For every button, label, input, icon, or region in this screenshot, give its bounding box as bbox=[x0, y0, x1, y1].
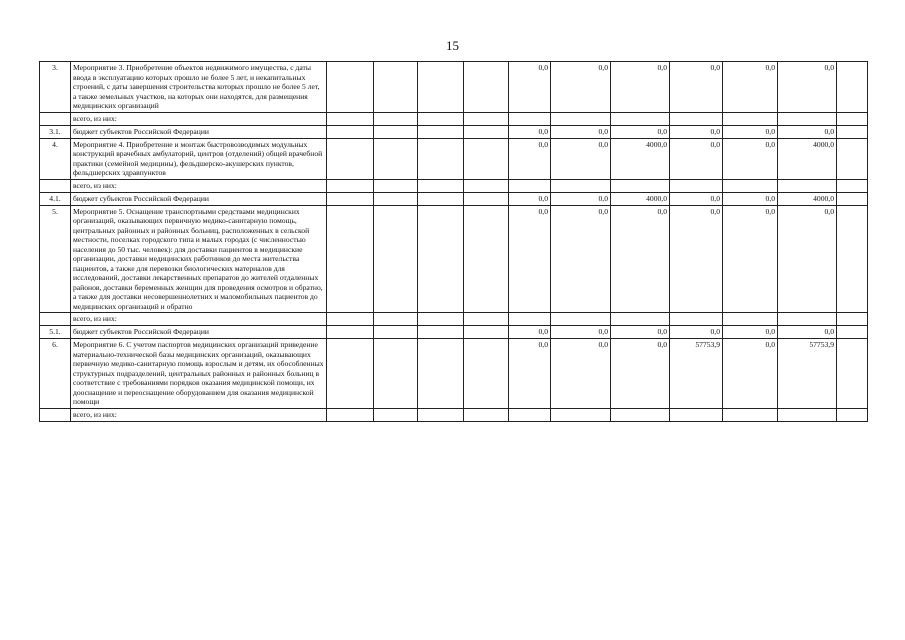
row-description-cell: бюджет субъектов Российской Федерации bbox=[71, 125, 327, 138]
value-cell: 0,0 bbox=[778, 326, 837, 339]
empty-cell bbox=[374, 179, 418, 192]
row-description-cell: Мероприятие 4. Приобретение и монтаж быстровозводимых модульных конструкций врачебных амбулаторий, центров (отделений) общей врачебной практики (семейной медицины), фельдшерско-акушерских пунктов, фельдшерских здравпунктов bbox=[71, 138, 327, 179]
value-cell: 0,0 bbox=[670, 125, 723, 138]
empty-cell bbox=[837, 179, 868, 192]
value-cell bbox=[551, 112, 611, 125]
value-cell: 0,0 bbox=[551, 339, 611, 409]
row-number-cell bbox=[40, 179, 71, 192]
page-number: 15 bbox=[446, 38, 459, 53]
value-cell: 0,0 bbox=[509, 138, 551, 179]
empty-cell bbox=[418, 179, 464, 192]
table-row bbox=[40, 313, 868, 326]
value-cell bbox=[509, 179, 551, 192]
empty-cell bbox=[418, 192, 464, 205]
value-cell: 0,0 bbox=[670, 205, 723, 313]
value-cell bbox=[778, 112, 837, 125]
row-description-cell: бюджет субъектов Российской Федерации bbox=[71, 326, 327, 339]
value-cell: 4000,0 bbox=[778, 138, 837, 179]
empty-cell bbox=[327, 205, 374, 313]
empty-cell bbox=[327, 112, 374, 125]
value-cell bbox=[778, 408, 837, 421]
value-cell: 0,0 bbox=[723, 205, 778, 313]
value-cell: 0,0 bbox=[778, 62, 837, 113]
empty-cell bbox=[374, 125, 418, 138]
empty-cell bbox=[837, 326, 868, 339]
value-cell: 0,0 bbox=[670, 138, 723, 179]
row-number-cell bbox=[40, 313, 71, 326]
empty-cell bbox=[464, 205, 509, 313]
value-cell: 4000,0 bbox=[611, 192, 670, 205]
empty-cell bbox=[327, 179, 374, 192]
row-number-cell: 3.1. bbox=[40, 125, 71, 138]
empty-cell bbox=[418, 125, 464, 138]
value-cell bbox=[723, 408, 778, 421]
empty-cell bbox=[374, 138, 418, 179]
row-description-cell: всего, из них: bbox=[71, 313, 327, 326]
value-cell bbox=[551, 408, 611, 421]
value-cell bbox=[723, 112, 778, 125]
empty-cell bbox=[464, 62, 509, 113]
value-cell: 0,0 bbox=[551, 205, 611, 313]
value-cell: 0,0 bbox=[723, 326, 778, 339]
table-row bbox=[40, 125, 868, 138]
value-cell: 0,0 bbox=[723, 138, 778, 179]
value-cell bbox=[551, 179, 611, 192]
empty-cell bbox=[464, 339, 509, 409]
empty-cell bbox=[327, 326, 374, 339]
value-cell bbox=[611, 112, 670, 125]
empty-cell bbox=[464, 192, 509, 205]
empty-cell bbox=[837, 205, 868, 313]
empty-cell bbox=[374, 205, 418, 313]
empty-cell bbox=[418, 205, 464, 313]
value-cell: 0,0 bbox=[509, 125, 551, 138]
value-cell bbox=[723, 179, 778, 192]
empty-cell bbox=[327, 62, 374, 113]
empty-cell bbox=[327, 192, 374, 205]
empty-cell bbox=[327, 138, 374, 179]
row-number-cell: 3. bbox=[40, 62, 71, 113]
value-cell: 4000,0 bbox=[778, 192, 837, 205]
empty-cell bbox=[464, 125, 509, 138]
value-cell bbox=[509, 408, 551, 421]
value-cell bbox=[778, 313, 837, 326]
empty-cell bbox=[837, 408, 868, 421]
table-row bbox=[40, 112, 868, 125]
value-cell: 0,0 bbox=[509, 205, 551, 313]
empty-cell bbox=[327, 408, 374, 421]
value-cell: 0,0 bbox=[723, 339, 778, 409]
table-row bbox=[40, 339, 868, 409]
empty-cell bbox=[464, 179, 509, 192]
value-cell: 0,0 bbox=[509, 326, 551, 339]
table-row bbox=[40, 179, 868, 192]
value-cell bbox=[670, 313, 723, 326]
empty-cell bbox=[837, 125, 868, 138]
table-row bbox=[40, 138, 868, 179]
empty-cell bbox=[418, 339, 464, 409]
empty-cell bbox=[418, 313, 464, 326]
value-cell: 57753,9 bbox=[670, 339, 723, 409]
value-cell: 0,0 bbox=[723, 62, 778, 113]
value-cell: 57753,9 bbox=[778, 339, 837, 409]
value-cell bbox=[509, 112, 551, 125]
value-cell: 0,0 bbox=[551, 138, 611, 179]
value-cell: 0,0 bbox=[509, 339, 551, 409]
value-cell: 4000,0 bbox=[611, 138, 670, 179]
empty-cell bbox=[327, 313, 374, 326]
value-cell: 0,0 bbox=[723, 125, 778, 138]
empty-cell bbox=[464, 408, 509, 421]
row-description-cell: всего, из них: bbox=[71, 408, 327, 421]
table-row bbox=[40, 205, 868, 313]
value-cell: 0,0 bbox=[509, 192, 551, 205]
budget-table bbox=[39, 61, 868, 422]
empty-cell bbox=[837, 313, 868, 326]
row-description-cell: Мероприятие 6. С учетом паспортов медицинских организаций приведение материально-технической базы медицинских организаций, оказывающих первичную медико-санитарную помощь взрослым и детям, их обособленных структурных подразделений, центральных районных и районных больниц в соответствие с требованиями порядков оказания медицинской помощи, их дооснащение и переоснащение оборудованием для оказания медицинской помощи bbox=[71, 339, 327, 409]
empty-cell bbox=[374, 339, 418, 409]
empty-cell bbox=[374, 326, 418, 339]
value-cell: 0,0 bbox=[778, 125, 837, 138]
value-cell bbox=[509, 313, 551, 326]
empty-cell bbox=[374, 62, 418, 113]
value-cell bbox=[778, 179, 837, 192]
value-cell bbox=[670, 179, 723, 192]
row-number-cell bbox=[40, 408, 71, 421]
value-cell: 0,0 bbox=[611, 339, 670, 409]
row-number-cell: 5.1. bbox=[40, 326, 71, 339]
value-cell: 0,0 bbox=[611, 205, 670, 313]
value-cell: 0,0 bbox=[551, 62, 611, 113]
value-cell: 0,0 bbox=[670, 62, 723, 113]
row-description-cell: Мероприятие 5. Оснащение транспортными средствами медицинских организаций, оказывающих первичную медико-санитарную помощь, центральных районных и районных больниц, расположенных в сельской местности, поселках городского типа и малых городах (с численностью населения до 50 тыс. человек): для доставки пациентов в медицинские организации, доставки медицинских работников до места жительства пациентов, а также для перевозки биологических материалов для исследований, доставки лекарственных препаратов до жителей отдаленных районов, доставки беременных женщин для проведения осмотров и обратно, а также для доставки несовершеннолетних и маломобильных пациентов до медицинских организаций и обратно bbox=[71, 205, 327, 313]
empty-cell bbox=[418, 62, 464, 113]
table-row bbox=[40, 62, 868, 113]
value-cell: 0,0 bbox=[670, 192, 723, 205]
value-cell: 0,0 bbox=[611, 62, 670, 113]
empty-cell bbox=[418, 326, 464, 339]
value-cell: 0,0 bbox=[611, 326, 670, 339]
empty-cell bbox=[837, 339, 868, 409]
value-cell bbox=[670, 112, 723, 125]
value-cell: 0,0 bbox=[778, 205, 837, 313]
value-cell: 0,0 bbox=[509, 62, 551, 113]
empty-cell bbox=[464, 138, 509, 179]
row-number-cell: 4. bbox=[40, 138, 71, 179]
empty-cell bbox=[464, 326, 509, 339]
row-description-cell: всего, из них: bbox=[71, 112, 327, 125]
row-number-cell: 6. bbox=[40, 339, 71, 409]
table-row bbox=[40, 326, 868, 339]
value-cell: 0,0 bbox=[551, 326, 611, 339]
value-cell: 0,0 bbox=[723, 192, 778, 205]
empty-cell bbox=[837, 62, 868, 113]
empty-cell bbox=[418, 112, 464, 125]
table-row bbox=[40, 408, 868, 421]
empty-cell bbox=[374, 313, 418, 326]
value-cell: 0,0 bbox=[551, 125, 611, 138]
row-description-cell: бюджет субъектов Российской Федерации bbox=[71, 192, 327, 205]
empty-cell bbox=[418, 138, 464, 179]
value-cell bbox=[723, 313, 778, 326]
empty-cell bbox=[327, 339, 374, 409]
value-cell: 0,0 bbox=[611, 125, 670, 138]
value-cell: 0,0 bbox=[551, 192, 611, 205]
value-cell bbox=[670, 408, 723, 421]
empty-cell bbox=[464, 313, 509, 326]
empty-cell bbox=[464, 112, 509, 125]
empty-cell bbox=[418, 408, 464, 421]
empty-cell bbox=[837, 112, 868, 125]
row-description-cell: всего, из них: bbox=[71, 179, 327, 192]
empty-cell bbox=[374, 408, 418, 421]
empty-cell bbox=[374, 112, 418, 125]
value-cell: 0,0 bbox=[670, 326, 723, 339]
value-cell bbox=[611, 408, 670, 421]
value-cell bbox=[551, 313, 611, 326]
empty-cell bbox=[837, 192, 868, 205]
table-row bbox=[40, 192, 868, 205]
empty-cell bbox=[374, 192, 418, 205]
value-cell bbox=[611, 313, 670, 326]
row-number-cell: 4.1. bbox=[40, 192, 71, 205]
value-cell bbox=[611, 179, 670, 192]
empty-cell bbox=[327, 125, 374, 138]
row-description-cell: Мероприятие 3. Приобретение объектов недвижимого имущества, с даты ввода в эксплуатацию которых прошло не более 5 лет, и некапитальных строений, с даты завершения строительства которых прошло не более 5 лет, а также земельных участков, на которых они находятся, для размещения медицинских организаций bbox=[71, 62, 327, 113]
empty-cell bbox=[837, 138, 868, 179]
row-number-cell bbox=[40, 112, 71, 125]
row-number-cell: 5. bbox=[40, 205, 71, 313]
